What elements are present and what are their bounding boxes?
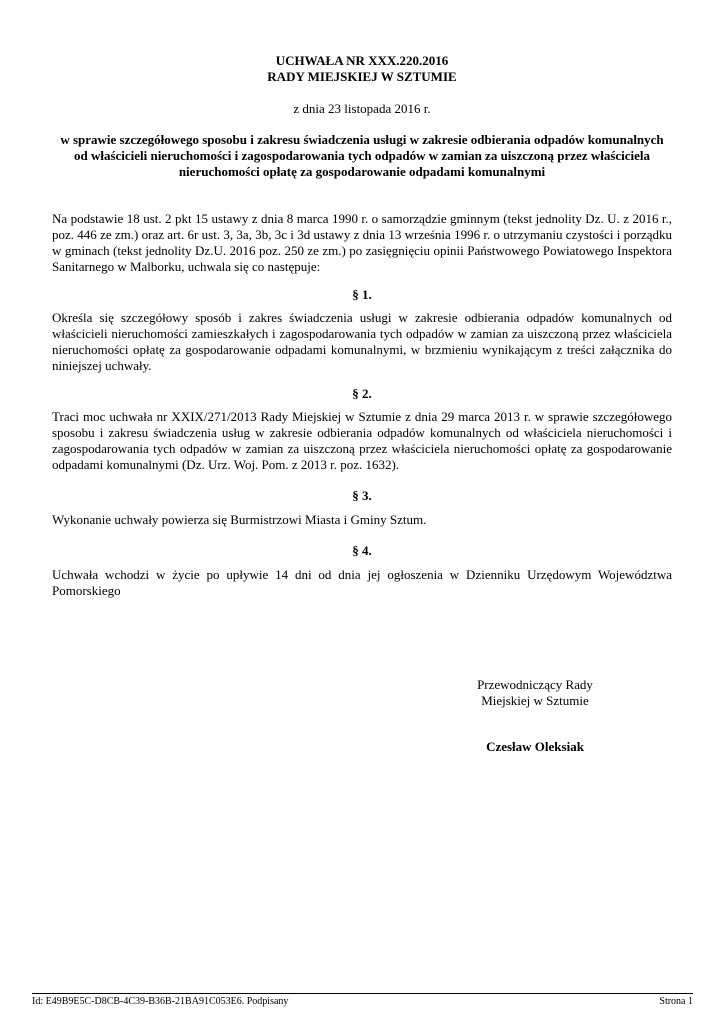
resolution-subject: w sprawie szczegółowego sposobu i zakresu świadczenia usługi w zakresie odbierania odpadów komunalnych od właścicieli nieruchomości i zagospodarowania tych odpadów w zamian za uiszczoną przez właściciela nieruchomości opłatę za gospodarowanie odpadami komunalnymi bbox=[60, 132, 664, 179]
section-2-heading: § 2. bbox=[352, 386, 372, 401]
section-4-heading: § 4. bbox=[352, 543, 372, 558]
section-4-text: Uchwała wchodzi w życie po upływie 14 dni od dnia jej ogłoszenia w Dzienniku Urzędowym Województwa Pomorskiego bbox=[52, 567, 672, 598]
title-line-1: UCHWAŁA NR XXX.220.2016 bbox=[275, 53, 449, 68]
section-3-text: Wykonanie uchwały powierza się Burmistrzowi Miasta i Gminy Sztum. bbox=[52, 512, 427, 527]
title-line-2: RADY MIEJSKIEJ W SZTUMIE bbox=[267, 69, 457, 84]
section-2-text: Traci moc uchwała nr XXIX/271/2013 Rady Miejskiej w Sztumie z dnia 29 marca 2013 r. w sprawie szczegółowego sposobu i zakresu świadczenia usług w zakresie odbierania odpadów komunalnych od właściciela nieruchomości i zagospodarowania tych odpadów w zamian za uiszczoną przez właściciela nieruchomości opłatę za gospodarowanie odpadami komunalnymi (Dz. Urz. Woj. Pom. z 2013 r. poz. 1632). bbox=[52, 409, 672, 472]
resolution-date: z dnia 23 listopada 2016 r. bbox=[293, 101, 431, 116]
signature-role bbox=[440, 677, 630, 709]
section-1-heading: § 1. bbox=[352, 287, 372, 302]
signature-role-line-1: Przewodniczący Rady bbox=[477, 677, 593, 692]
section-1-text: Określa się szczegółowy sposób i zakres świadczenia usługi w zakresie odbierania odpadów komunalnych od właścicieli nieruchomości zamieszkałych i zagospodarowania tych odpadów w zamian za uiszczoną przez właściciela nieruchomości opłatę za gospodarowanie odpadami komunalnymi, w brzmieniu wynikającym z treści załącznika do niniejszej uchwały. bbox=[52, 310, 672, 373]
footer-document-id: Id: E49B9E5C-D8CB-4C39-B36B-21BA91C053E6. Podpisany bbox=[32, 996, 289, 1007]
preamble-paragraph: Na podstawie 18 ust. 2 pkt 15 ustawy z dnia 8 marca 1990 r. o samorządzie gminnym (tekst jednolity Dz. U. z 2016 r., poz. 446 ze zm.) oraz art. 6r ust. 3, 3a, 3b, 3c i 3d ustawy z dnia 13 września 1996 r. o utrzymaniu czystości i porządku w gminach (tekst jednolity Dz.U. 2016 poz. 250 ze zm.) po zasięgnięciu opinii Państwowego Powiatowego Inspektora Sanitarnego w Malborku, uchwala się co następuje: bbox=[52, 211, 672, 274]
footer-page-number: Strona 1 bbox=[659, 996, 693, 1007]
resolution-title bbox=[52, 53, 672, 85]
footer-divider bbox=[32, 993, 693, 994]
signature-name: Czesław Oleksiak bbox=[486, 739, 584, 754]
section-3-heading: § 3. bbox=[352, 488, 372, 503]
signature-role-line-2: Miejskiej w Sztumie bbox=[481, 693, 589, 708]
